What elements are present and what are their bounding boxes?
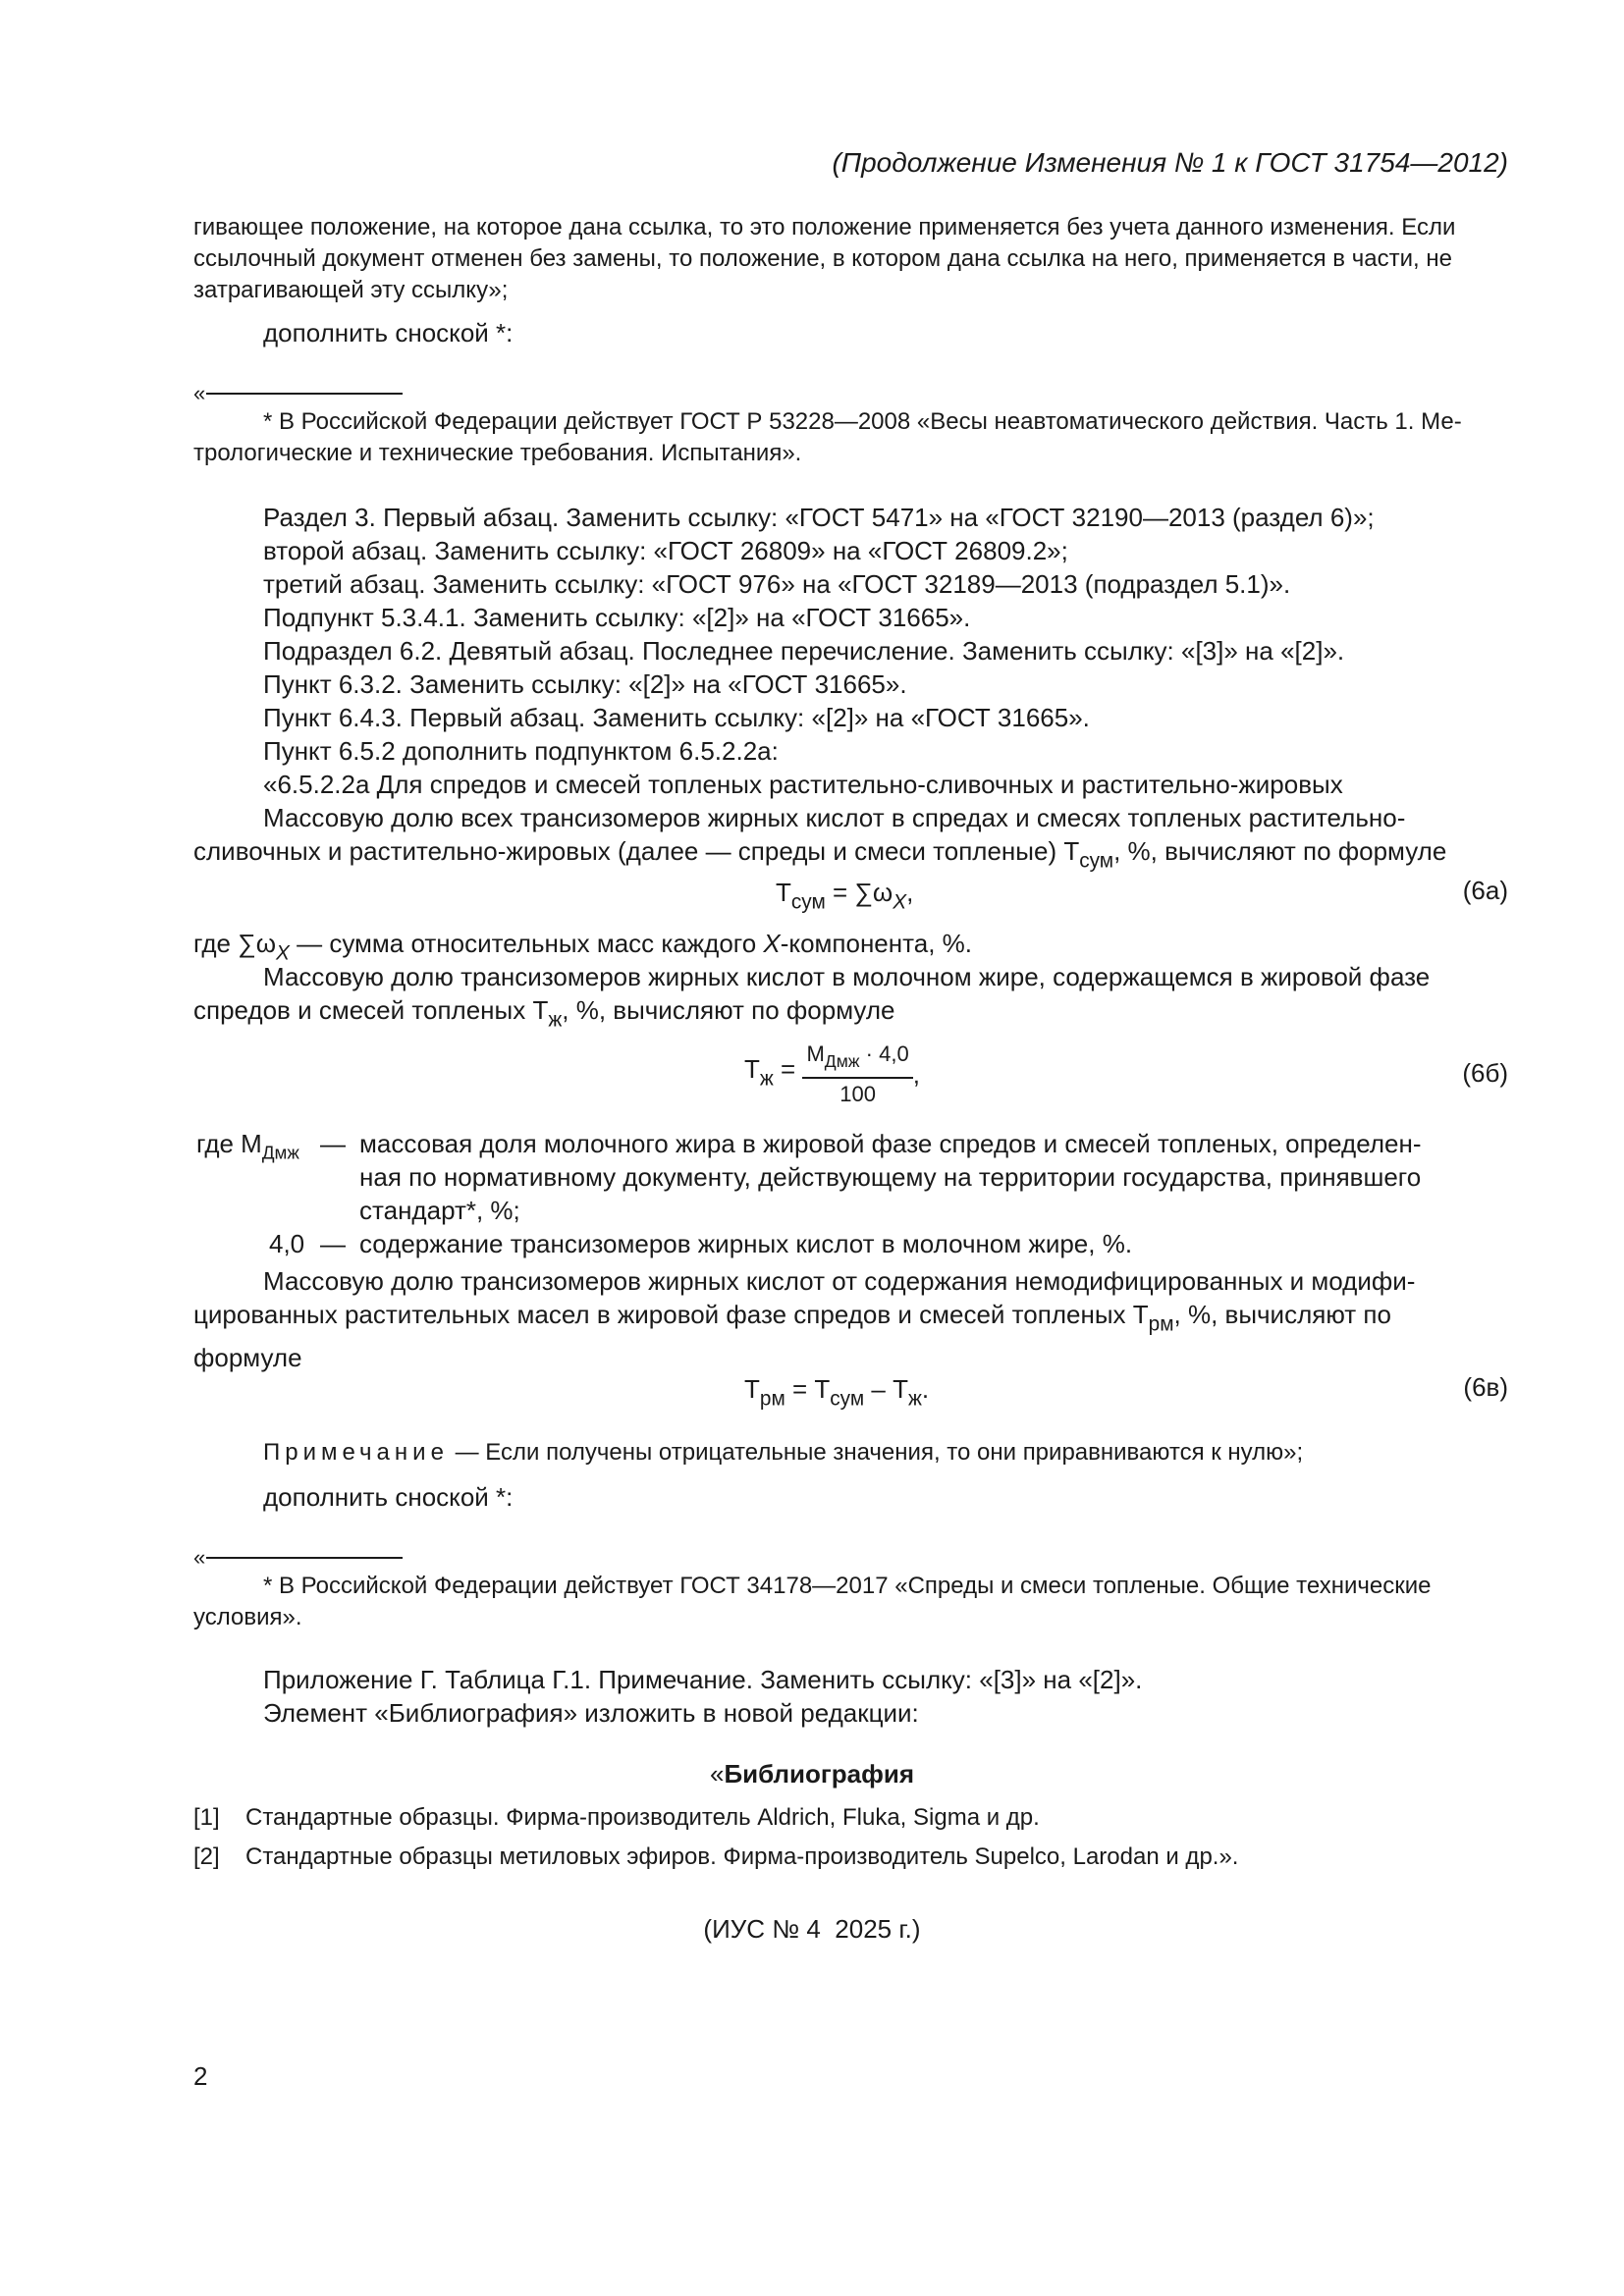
- footnote-open-quote: «: [193, 1545, 206, 1570]
- footnote-instruction: дополнить сноской *:: [263, 1482, 514, 1512]
- change-item: Подпункт 5.3.4.1. Заменить ссылку: «[2]» на «ГОСТ 31665».: [263, 603, 971, 632]
- bibliography-item-text: Стандартные образцы. Фирма-производитель Aldrich, Fluka, Sigma и др.: [245, 1804, 1040, 1831]
- appendix-line: Приложение Г. Таблица Г.1. Примечание. Заменить ссылку: «[3]» на «[2]».: [263, 1665, 1143, 1694]
- page-number: 2: [193, 2061, 208, 2091]
- bibliography-item-text: Стандартные образцы метиловых эфиров. Фирма-производитель Supelco, Larodan и др.».: [245, 1843, 1239, 1870]
- fraction: $\frac{М_{Дмж} \cdot 4,0}{100}$: [802, 1041, 912, 1108]
- bibliography-item-num: [1]: [193, 1804, 220, 1831]
- bibliography-title: «Библиография: [709, 1759, 914, 1789]
- paragraph-line: сливочных и растительно-жировых (далее — спреды и смеси топленые) $Т_{сум}$, %, вычисляют по формуле: [193, 836, 1447, 873]
- footnote-open-quote: «: [193, 381, 206, 405]
- formula-6a: $Т_{сум} = \sum\omega_X$,: [776, 878, 914, 914]
- where-6b-dash-2: —: [320, 1229, 346, 1258]
- footnote-line: условия».: [193, 1604, 302, 1630]
- where-6a: где $\sum\omega_X$ — сумма относительных масс каждого X-компонента, %.: [193, 929, 972, 965]
- change-item: Пункт 6.4.3. Первый абзац. Заменить ссылку: «[2]» на «ГОСТ 31665».: [263, 703, 1090, 732]
- note-label: Примечание: [263, 1439, 449, 1466]
- bibliography-item-num: [2]: [193, 1843, 220, 1870]
- paragraph-line: спредов и смесей топленых $Т_ж$, %, вычисляют по формуле: [193, 995, 895, 1032]
- change-item: Раздел 3. Первый абзац. Заменить ссылку: «ГОСТ 5471» на «ГОСТ 32190—2013 (раздел 6)»;: [263, 503, 1375, 532]
- formula-6b: $Т_ж$ = $\frac{М_{Дмж} \cdot 4,0}{100}$ ,: [744, 1041, 920, 1107]
- paragraph-milk: [193, 960, 1430, 1037]
- intro-paragraph: [193, 212, 1455, 306]
- equation-number-6b: (6б): [1462, 1058, 1508, 1088]
- appendix-line: Элемент «Библиография» изложить в новой редакции:: [263, 1698, 919, 1728]
- where-6b-symbol-1: где $М_{Дмж}$: [196, 1129, 299, 1163]
- change-item: «6.5.2.2а Для спредов и смесей топленых растительно-сливочных и растительно-жировых: [263, 770, 1343, 799]
- footnote-line: трологические и технические требования. Испытания».: [193, 440, 802, 466]
- where-6b-symbol-2: 4,0: [269, 1229, 305, 1258]
- change-item: третий абзац. Заменить ссылку: «ГОСТ 976» на «ГОСТ 32189—2013 (подраздел 5.1)».: [263, 569, 1291, 599]
- paragraph-total: [193, 801, 1446, 878]
- paragraph-line: Массовую долю всех трансизомеров жирных кислот в спредах и смесях топленых растительно-: [263, 803, 1406, 832]
- continuation-header: (Продолжение Изменения № 1 к ГОСТ 31754—2012): [832, 147, 1508, 178]
- paragraph-line: Массовую долю трансизомеров жирных кислот от содержания немодифицированных и модифи-: [263, 1266, 1416, 1296]
- where-6b-desc-2: содержание трансизомеров жирных кислот в молочном жире, %.: [359, 1229, 1133, 1258]
- note-text: — Если получены отрицательные значения, то они приравниваются к нулю»;: [448, 1439, 1304, 1466]
- change-item: Подраздел 6.2. Девятый абзац. Последнее перечисление. Заменить ссылку: «[3]» на «[2]».: [263, 636, 1345, 666]
- ius-reference: (ИУС № 4 2025 г.): [703, 1914, 921, 1944]
- footnote-line: * В Российской Федерации действует ГОСТ 34178—2017 «Спреды и смеси топленые. Общие технические: [263, 1573, 1432, 1599]
- intro-line: гивающее положение, на которое дана ссылка, то это положение применяется без учета данного изменения. Если: [193, 214, 1456, 240]
- footnote-rule: [206, 393, 403, 395]
- equation-number-6a: (6а): [1462, 876, 1508, 905]
- change-item: второй абзац. Заменить ссылку: «ГОСТ 26809» на «ГОСТ 26809.2»;: [263, 536, 1068, 565]
- intro-line: ссылочный документ отменен без замены, то положение, в котором дана ссылка на него, применяется в части, не: [193, 245, 1452, 272]
- paragraph-line: цированных растительных масел в жировой фазе спредов и смесей топленых $Т_{рм}$, %, вычисляют по: [193, 1300, 1391, 1336]
- change-item: Пункт 6.5.2 дополнить подпунктом 6.5.2.2а:: [263, 736, 779, 766]
- where-6b-dash-1: —: [320, 1129, 346, 1158]
- footnote-rule: [206, 1557, 403, 1559]
- footnote-line: * В Российской Федерации действует ГОСТ Р 53228—2008 «Весы неавтоматического действия. Часть 1. Ме-: [263, 408, 1462, 435]
- footnote-instruction: дополнить сноской *:: [263, 318, 514, 347]
- footnote-1: [193, 406, 1462, 469]
- equation-number-6v: (6в): [1463, 1372, 1508, 1402]
- footnote-2: [193, 1571, 1431, 1633]
- paragraph-line: Массовую долю трансизомеров жирных кислот в молочном жире, содержащемся в жировой фазе: [263, 962, 1431, 991]
- appendix-changes: [263, 1663, 1142, 1730]
- intro-line: затрагивающей эту ссылку»;: [193, 277, 509, 303]
- paragraph-line: формуле: [193, 1343, 302, 1373]
- where-6b-desc-1: массовая доля молочного жира в жировой фазе спредов и смесей топленых, определен- ная по нормативному документу, действующему на территории государства, принявшего стандарт*, %;: [359, 1129, 1422, 1225]
- paragraph-plant: [193, 1264, 1415, 1374]
- note: [263, 1437, 1303, 1468]
- change-list: [263, 501, 1375, 801]
- formula-6v: $Т_{рм} = Т_{сум} - Т_ж$.: [744, 1374, 930, 1411]
- change-item: Пункт 6.3.2. Заменить ссылку: «[2]» на «ГОСТ 31665».: [263, 669, 907, 699]
